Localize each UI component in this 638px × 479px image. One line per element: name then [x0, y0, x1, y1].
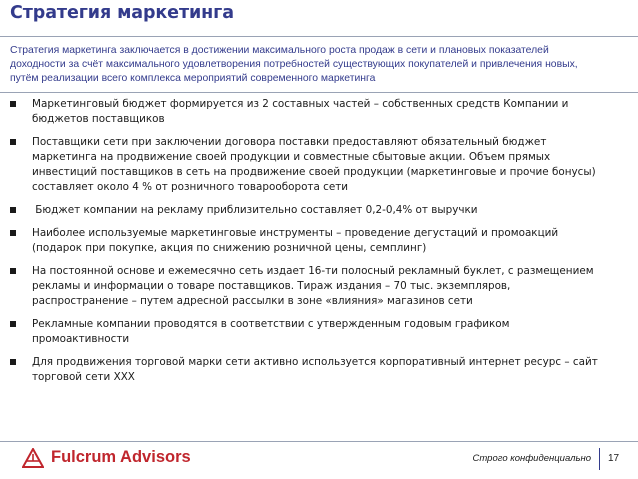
bullet-line: Бюджет компании на рекламу приблизительно составляет 0,2-0,4% от выручки: [32, 204, 478, 216]
bullet-list: [10, 97, 625, 393]
intro-line: Стратегия маркетинга заключается в достижении максимального роста продаж в сети и плановых показателей: [10, 45, 549, 56]
page-number: 17: [608, 453, 620, 464]
bullet-line: маркетинга на продвижение своей продукции и совместные сбытовые акции. Объем прямых: [32, 151, 551, 163]
bullet-item: [10, 203, 625, 218]
bullet-line: Рекламные компании проводятся в соответствии с утвержденным годовым графиком: [32, 318, 510, 330]
bullet-line: бюджетов поставщиков: [32, 113, 165, 125]
bullet-item: [10, 355, 625, 385]
bullet-line: инвестиций поставщиков в сеть на продвижение своей продукции (маркетинговые и прочие бонусы): [32, 166, 596, 178]
square-bullet-icon: [10, 207, 16, 213]
page-title: Стратегия маркетинга: [10, 3, 234, 23]
footer-divider: [599, 448, 600, 470]
square-bullet-icon: [10, 268, 16, 274]
bullet-item: [10, 226, 625, 256]
bullet-item: [10, 135, 625, 195]
bullet-line: Поставщики сети при заключении договора поставки предоставляют обязательный бюджет: [32, 136, 547, 148]
bullet-item: [10, 97, 625, 127]
square-bullet-icon: [10, 321, 16, 327]
confidentiality-label: Строго конфиденциально: [472, 453, 591, 464]
brand-name: Fulcrum Advisors: [51, 448, 191, 466]
bullet-line: (подарок при покупке, акция по снижению розничной цены, семплинг): [32, 242, 427, 254]
bullet-line: Для продвижения торговой марки сети активно используется корпоративный интернет ресурс – сайт: [32, 356, 598, 368]
bullet-line: Маркетинговый бюджет формируется из 2 составных частей – собственных средств Компании и: [32, 98, 569, 110]
bullet-line: составляет около 4 % от розничного товарооборота сети: [32, 181, 349, 193]
bullet-item: [10, 264, 625, 309]
bullet-item: [10, 317, 625, 347]
square-bullet-icon: [10, 139, 16, 145]
bullet-line: промоактивности: [32, 333, 130, 345]
intro-line: путём реализации всего комплекса мероприятий современного маркетинга: [10, 73, 376, 84]
intro-divider: [0, 92, 638, 93]
intro-paragraph: [10, 44, 630, 86]
bullet-line: рекламы и информации о товаре поставщиков. Тираж издания – 70 тыс. экземпляров,: [32, 280, 511, 292]
bullet-line: Наиболее используемые маркетинговые инструменты – проведение дегустаций и промоакций: [32, 227, 559, 239]
intro-line: доходности за счёт максимального удовлетворения потребностей существующих покупателей и привлечения новых,: [10, 59, 578, 70]
fulcrum-triangle-icon: [22, 448, 44, 468]
bullet-line: торговой сети XXX: [32, 371, 135, 383]
square-bullet-icon: [10, 359, 16, 365]
bullet-line: На постоянной основе и ежемесячно сеть издает 16-ти полосный рекламный буклет, с размещением: [32, 265, 594, 277]
square-bullet-icon: [10, 230, 16, 236]
square-bullet-icon: [10, 101, 16, 107]
footer-divider-line: [0, 441, 638, 442]
bullet-line: распространение – путем адресной рассылки в зоне «влияния» магазинов сети: [32, 295, 473, 307]
title-divider: [0, 36, 638, 37]
